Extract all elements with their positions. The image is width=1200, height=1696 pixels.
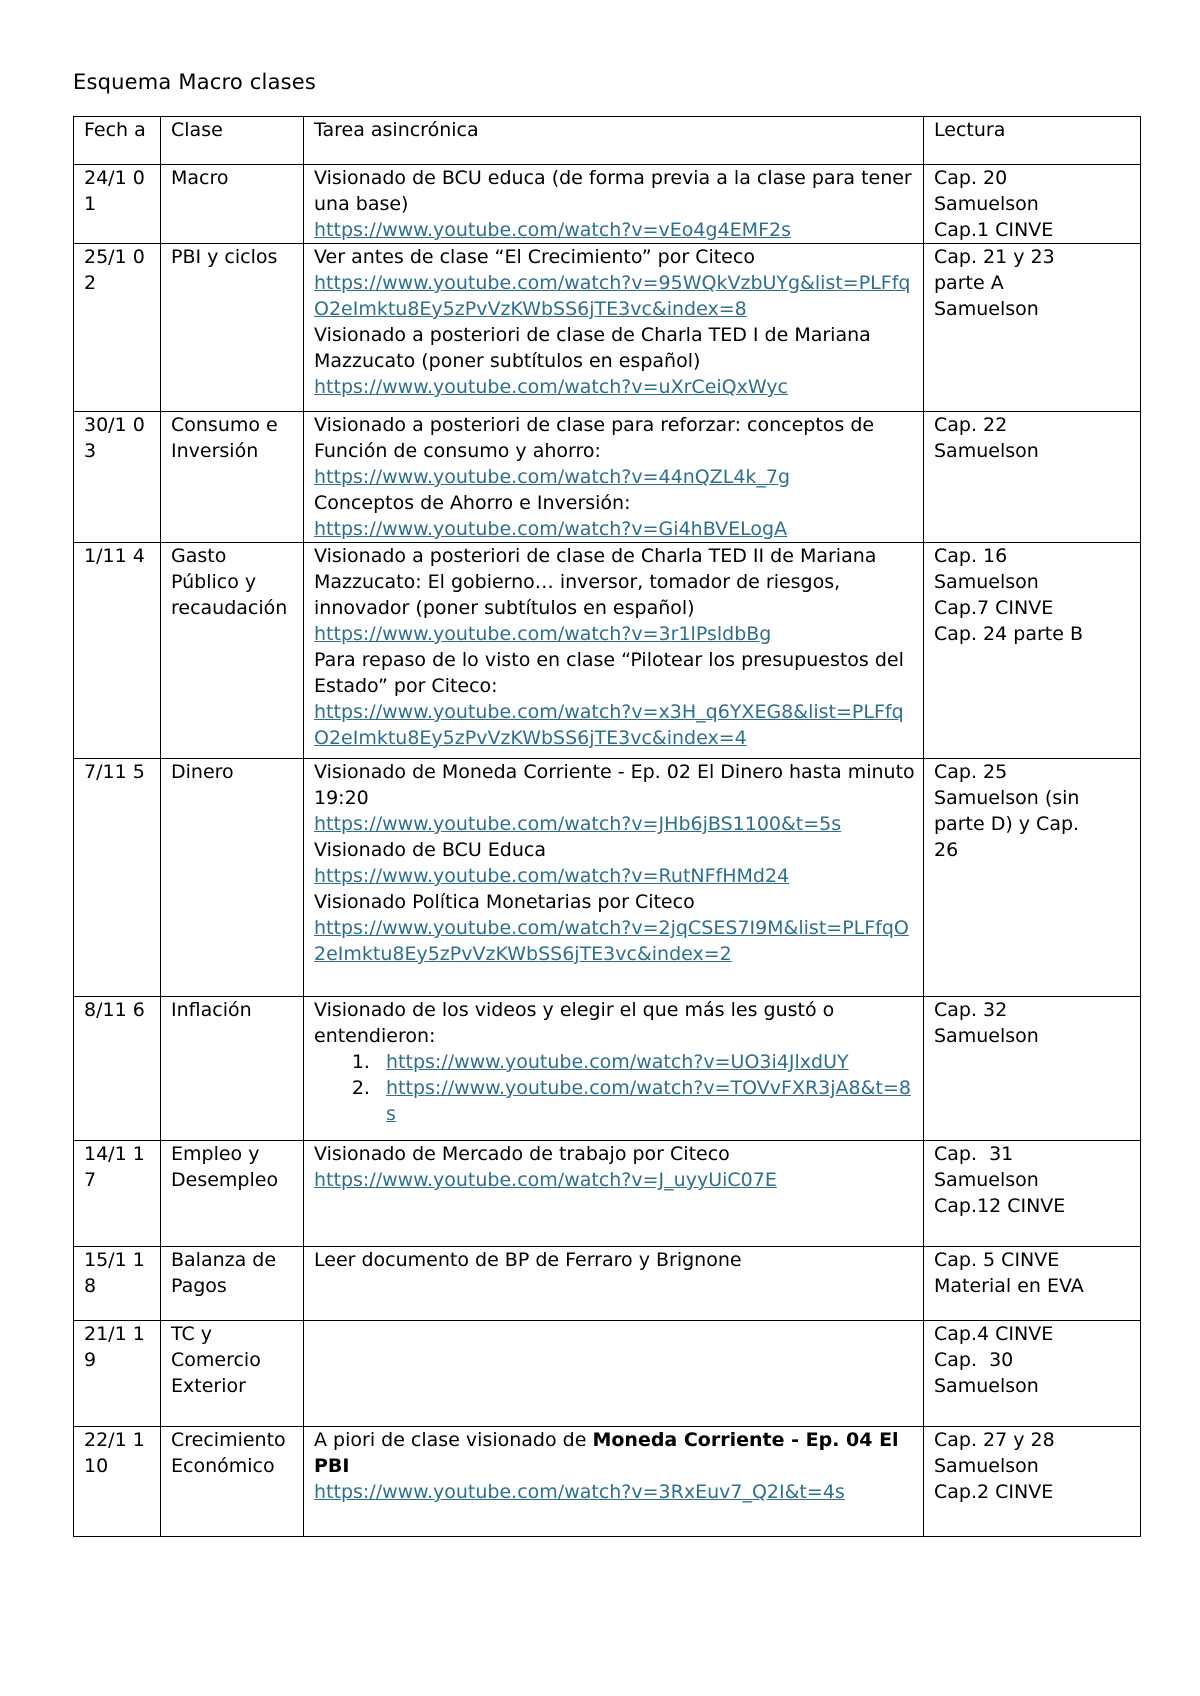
reading-line: Samuelson [934,1455,1039,1477]
table-header-row [74,117,1141,165]
video-link[interactable]: https://www.youtube.com/watch?v=TOVvFXR3jA8&t=8s [386,1077,911,1125]
header-fecha: Fech a [74,117,161,165]
reading-line: Samuelson (sin [934,787,1080,809]
cell-clase: Balanza de Pagos [161,1247,304,1321]
cell-lectura [924,1321,1141,1427]
table-row [74,412,1141,543]
task-text: Ver antes de clase “El Crecimiento” por Citeco [314,246,755,268]
reading-line: Cap. 24 parte B [934,623,1083,645]
cell-clase: TC y Comercio Exterior [161,1321,304,1427]
task-text-plain: A piori de clase visionado de [314,1429,593,1451]
video-link[interactable]: https://www.youtube.com/watch?v=JHb6jBS1100&t=5s [314,813,842,835]
task-text-bold: Moneda Corriente - Ep. 04 El PBI [314,1429,899,1477]
reading-line: Cap. 22 [934,414,1008,436]
reading-line: Cap.2 CINVE [934,1481,1054,1503]
cell-lectura [924,1247,1141,1321]
header-tarea: Tarea asincrónica [304,117,924,165]
cell-clase: PBI y ciclos [161,244,304,412]
task-text: Conceptos de Ahorro e Inversión: [314,492,631,514]
video-list [314,1049,915,1127]
task-text: Visionado de Moneda Corriente - Ep. 02 El Dinero hasta minuto 19:20 [314,761,915,809]
table-row [74,543,1141,759]
cell-tarea [304,1427,924,1537]
video-link[interactable]: https://www.youtube.com/watch?v=vEo4g4EMF2s [314,219,791,241]
table-row [74,759,1141,997]
cell-tarea [304,412,924,543]
reading-line: Cap.7 CINVE [934,597,1054,619]
cell-lectura [924,997,1141,1141]
class-schedule-table [73,116,1141,1537]
cell-lectura [924,759,1141,997]
reading-line: Samuelson [934,440,1039,462]
cell-tarea [304,1141,924,1247]
cell-fecha: 22/1 1 10 [74,1427,161,1537]
page-title: Esquema Macro clases [73,70,317,94]
cell-lectura [924,1427,1141,1537]
cell-tarea [304,1247,924,1321]
cell-fecha: 8/11 6 [74,997,161,1141]
cell-fecha: 15/1 1 8 [74,1247,161,1321]
list-item [376,1049,915,1075]
reading-line: Cap. 25 [934,761,1008,783]
video-link[interactable]: https://www.youtube.com/watch?v=95WQkVzbUYg&list=PLFfqO2eImktu8Ey5zPvVzKWbSS6jTE3vc&index=8 [314,272,911,320]
task-text: Visionado de BCU educa (de forma previa a la clase para tener una base) [314,167,912,215]
cell-tarea [304,997,924,1141]
cell-clase: Empleo y Desempleo [161,1141,304,1247]
cell-tarea [304,543,924,759]
reading-line: Samuelson [934,1025,1039,1047]
reading-line: Cap.4 CINVE [934,1323,1054,1345]
task-text [314,1427,915,1479]
header-clase: Clase [161,117,304,165]
reading-line: Cap. 16 [934,545,1008,567]
cell-clase: Crecimiento Económico [161,1427,304,1537]
video-link[interactable]: https://www.youtube.com/watch?v=2jqCSES7I9M&list=PLFfqO2eImktu8Ey5zPvVzKWbSS6jTE3vc&index=2 [314,917,909,965]
task-text: Visionado Política Monetarias por Citeco [314,891,695,913]
cell-clase: Macro [161,165,304,244]
video-link[interactable]: https://www.youtube.com/watch?v=RutNFfHMd24 [314,865,790,887]
cell-clase: Consumo e Inversión [161,412,304,543]
cell-fecha: 1/11 4 [74,543,161,759]
cell-tarea [304,244,924,412]
reading-line: Cap. 30 [934,1349,1014,1371]
video-link[interactable]: https://www.youtube.com/watch?v=44nQZL4k_7g [314,466,791,488]
cell-tarea [304,1321,924,1427]
cell-tarea [304,759,924,997]
cell-lectura [924,244,1141,412]
reading-line: 26 [934,839,959,861]
reading-line: Cap.12 CINVE [934,1195,1066,1217]
cell-lectura [924,412,1141,543]
reading-line: Cap. 31 [934,1143,1014,1165]
task-text: Visionado a posteriori de clase de Charla TED II de Mariana Mazzucato: El gobierno… inversor, tomador de riesgos, innovador (poner subtítulos en español) [314,545,877,619]
video-link[interactable]: https://www.youtube.com/watch?v=x3H_q6YXEG8&list=PLFfqO2eImktu8Ey5zPvVzKWbSS6jTE3vc&index=4 [314,701,904,749]
video-link[interactable]: https://www.youtube.com/watch?v=UO3i4JlxdUY [386,1051,849,1073]
table-row [74,997,1141,1141]
cell-lectura [924,543,1141,759]
task-text: Visionado de BCU Educa [314,839,546,861]
cell-fecha: 21/1 1 9 [74,1321,161,1427]
cell-clase: Inflación [161,997,304,1141]
list-item [376,1075,915,1127]
cell-lectura [924,1141,1141,1247]
cell-fecha: 7/11 5 [74,759,161,997]
video-link[interactable]: https://www.youtube.com/watch?v=3RxEuv7_Q2I&t=4s [314,1481,845,1503]
task-text: Visionado a posteriori de clase de Charla TED I de Mariana Mazzucato (poner subtítulos en español) [314,324,871,372]
table-body [74,117,1141,1537]
table-row [74,165,1141,244]
reading-line: parte A [934,272,1004,294]
header-lectura: Lectura [924,117,1141,165]
cell-tarea [304,165,924,244]
reading-line: Samuelson [934,193,1039,215]
table-row [74,244,1141,412]
table-row [74,1321,1141,1427]
reading-line: Cap. 32 [934,999,1008,1021]
task-text: Para repaso de lo visto en clase “Pilotear los presupuestos del Estado” por Citeco: [314,649,904,697]
table-row [74,1247,1141,1321]
reading-line: Samuelson [934,571,1039,593]
cell-lectura [924,165,1141,244]
cell-fecha: 24/1 0 1 [74,165,161,244]
cell-fecha: 14/1 1 7 [74,1141,161,1247]
cell-clase: Dinero [161,759,304,997]
reading-line: Samuelson [934,298,1039,320]
reading-line: Cap.1 CINVE [934,219,1054,241]
reading-line: Samuelson [934,1169,1039,1191]
table-row [74,1427,1141,1537]
video-link[interactable]: https://www.youtube.com/watch?v=J_uyyUiC07E [314,1169,777,1191]
reading-line: Cap. 5 CINVE [934,1249,1060,1271]
cell-clase: Gasto Público y recaudación [161,543,304,759]
reading-line: Samuelson [934,1375,1039,1397]
reading-line: Cap. 21 y 23 [934,246,1055,268]
cell-fecha: 30/1 0 3 [74,412,161,543]
reading-line: Material en EVA [934,1275,1084,1297]
video-link[interactable]: https://www.youtube.com/watch?v=3r1lPsldbBg [314,623,772,645]
video-link[interactable]: https://www.youtube.com/watch?v=Gi4hBVELogA [314,518,788,540]
reading-line: parte D) y Cap. [934,813,1080,835]
task-text: Visionado de Mercado de trabajo por Citeco [314,1143,730,1165]
cell-fecha: 25/1 0 2 [74,244,161,412]
reading-line: Cap. 20 [934,167,1008,189]
video-link[interactable]: https://www.youtube.com/watch?v=uXrCeiQxWyc [314,376,789,398]
task-text: Visionado a posteriori de clase para reforzar: conceptos de Función de consumo y ahorro: [314,414,875,462]
task-text: Visionado de los videos y elegir el que más les gustó o entendieron: [314,999,835,1047]
task-text: Leer documento de BP de Ferraro y Brignone [314,1249,742,1271]
reading-line: Cap. 27 y 28 [934,1429,1055,1451]
table-row [74,1141,1141,1247]
